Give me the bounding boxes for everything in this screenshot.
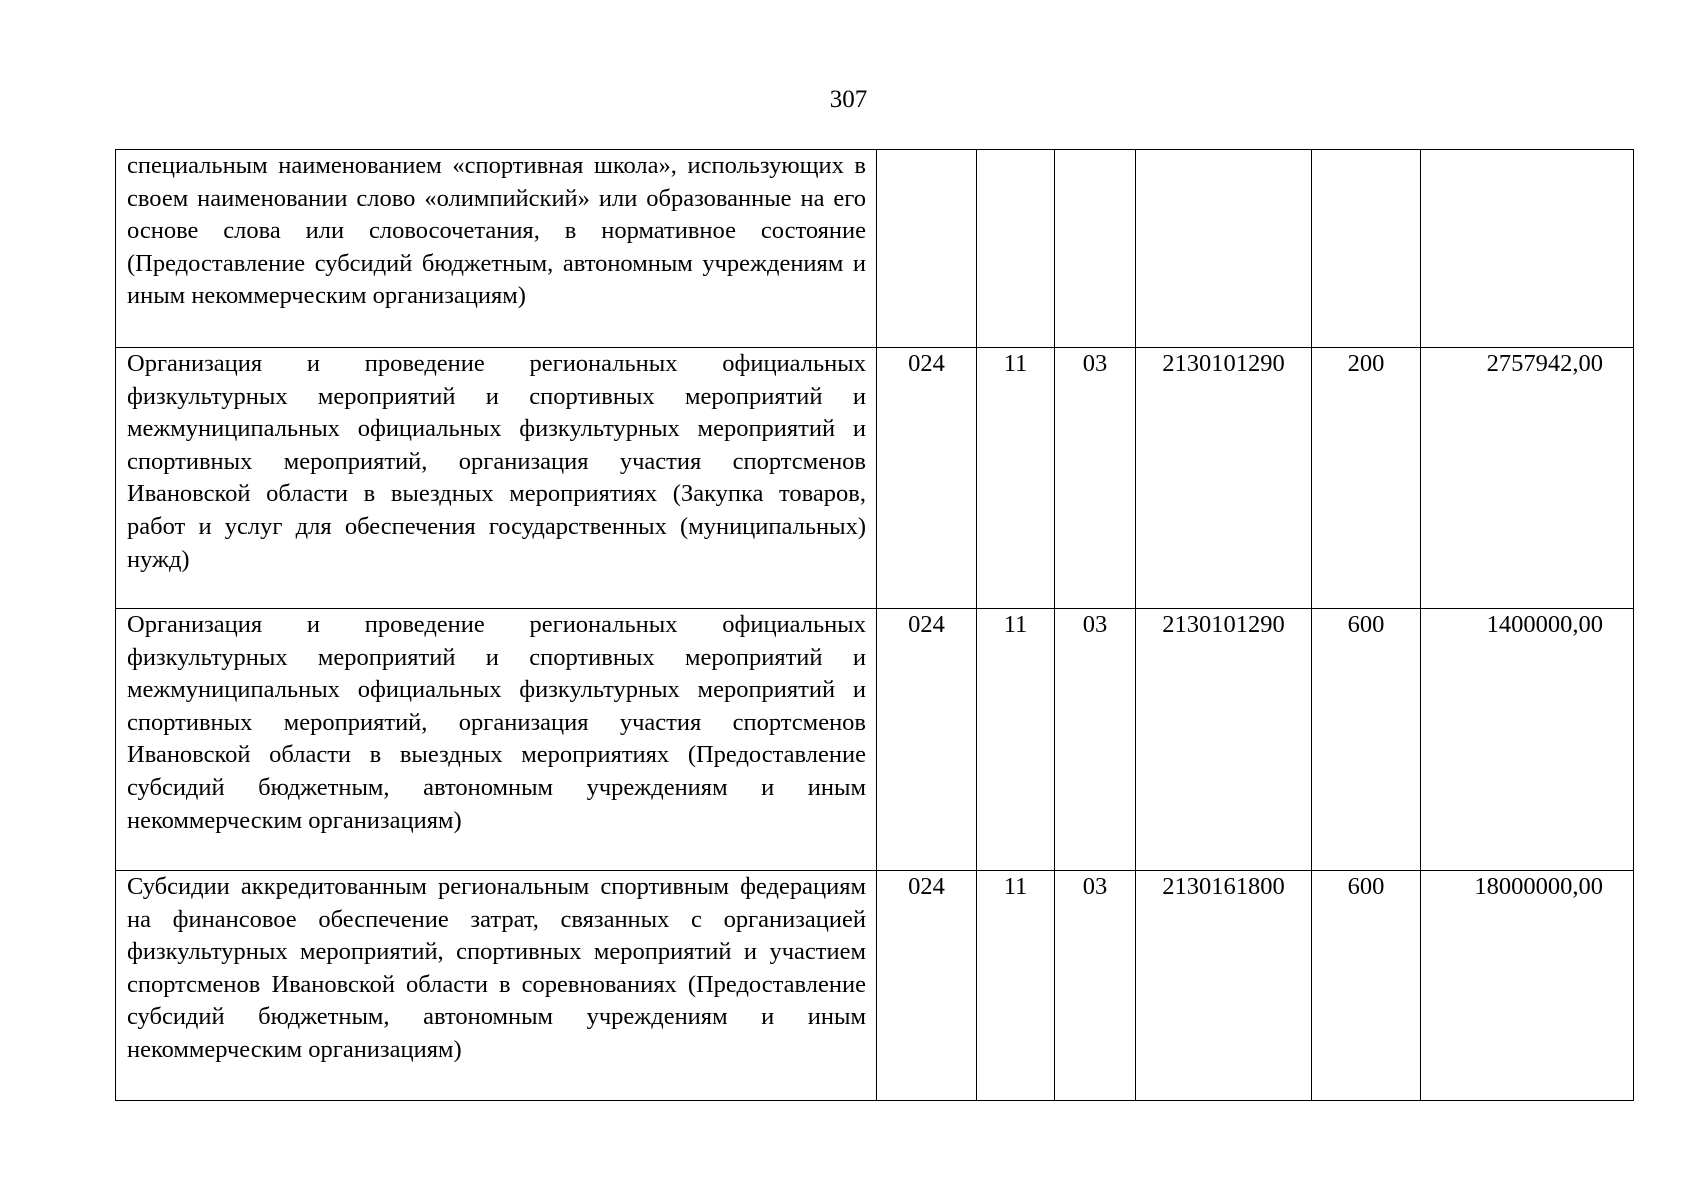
target-article-cell (1136, 150, 1312, 348)
ministry-code-cell: 024 (877, 609, 977, 871)
amount-cell: 2757942,00 (1421, 348, 1634, 609)
amount-cell: 18000000,00 (1421, 871, 1634, 1101)
section-code-cell (977, 150, 1055, 348)
amount-cell (1421, 150, 1634, 348)
subsection-code-cell: 03 (1055, 871, 1136, 1101)
target-article-cell: 2130101290 (1136, 609, 1312, 871)
ministry-code-cell: 024 (877, 348, 977, 609)
subsection-code-cell: 03 (1055, 348, 1136, 609)
ministry-code-cell: 024 (877, 871, 977, 1101)
description-cell: Организация и проведение региональных официальных физкультурных мероприятий и спортивных мероприятий и межмуниципальных официальных физкультурных мероприятий и спортивных мероприятий, организация участия спортсменов Ивановской области в выездных мероприятиях (Предоставление субсидий бюджетным, автономным учреждениям и иным некоммерческим организациям) (116, 609, 877, 871)
table-row (116, 871, 1634, 1101)
amount-cell: 1400000,00 (1421, 609, 1634, 871)
target-article-cell: 2130101290 (1136, 348, 1312, 609)
table-row (116, 150, 1634, 348)
subsection-code-cell: 03 (1055, 609, 1136, 871)
description-cell: Субсидии аккредитованным региональным спортивным федерациям на финансовое обеспечение затрат, связанных с организацией физкультурных мероприятий, спортивных мероприятий и участием спортсменов Ивановской области в соревнованиях (Предоставление субсидий бюджетным, автономным учреждениям и иным некоммерческим организациям) (116, 871, 877, 1101)
section-code-cell: 11 (977, 871, 1055, 1101)
expense-type-cell: 200 (1312, 348, 1421, 609)
budget-table (115, 149, 1634, 1101)
table-row (116, 609, 1634, 871)
description-cell: специальным наименованием «спортивная школа», использующих в своем наименовании слово «олимпийский» или образованные на его основе слова или словосочетания, в нормативное состояние (Предоставление субсидий бюджетным, автономным учреждениям и иным некоммерческим организациям) (116, 150, 877, 348)
subsection-code-cell (1055, 150, 1136, 348)
page-number: 307 (829, 86, 868, 113)
expense-type-cell: 600 (1312, 871, 1421, 1101)
section-code-cell: 11 (977, 609, 1055, 871)
expense-type-cell (1312, 150, 1421, 348)
target-article-cell: 2130161800 (1136, 871, 1312, 1101)
section-code-cell: 11 (977, 348, 1055, 609)
ministry-code-cell (877, 150, 977, 348)
expense-type-cell: 600 (1312, 609, 1421, 871)
table-row (116, 348, 1634, 609)
description-cell: Организация и проведение региональных официальных физкультурных мероприятий и спортивных мероприятий и межмуниципальных официальных физкультурных мероприятий и спортивных мероприятий, организация участия спортсменов Ивановской области в выездных мероприятиях (Закупка товаров, работ и услуг для обеспечения государственных (муниципальных) нужд) (116, 348, 877, 609)
